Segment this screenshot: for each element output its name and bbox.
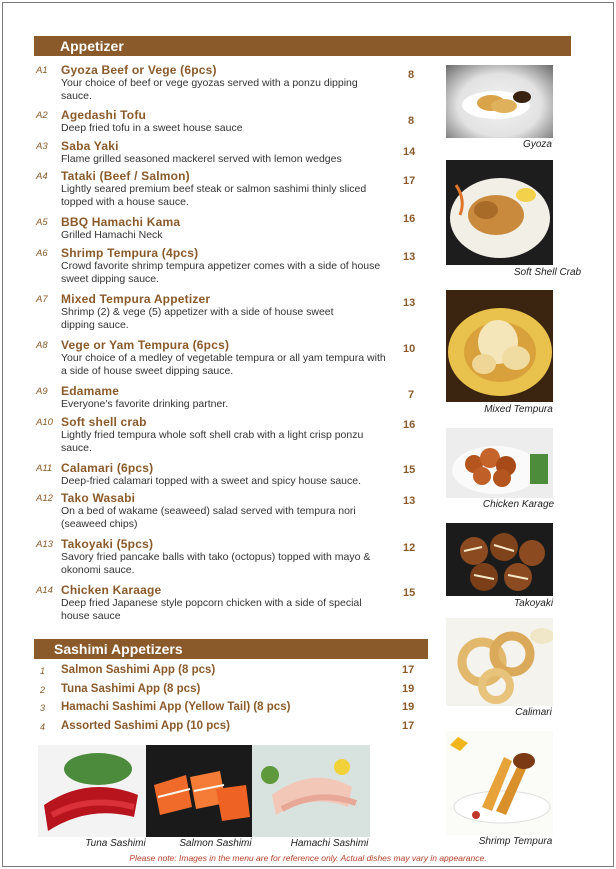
salmon-sashimi-caption: Salmon Sashimi: [179, 838, 252, 849]
item-name: Salmon Sashimi App (8 pcs): [61, 664, 216, 676]
tuna-sashimi-photo: [38, 745, 146, 837]
item-description: Grilled Hamachi Neck: [61, 229, 163, 241]
item-name: Saba Yaki: [61, 139, 119, 153]
item-price: 14: [403, 146, 416, 158]
item-number: 3: [40, 703, 46, 713]
item-price: 15: [403, 464, 416, 476]
item-name: Edamame: [61, 384, 120, 398]
item-description: Your choice of a medley of vegetable tempura or all yam tempura with a side of house sweet dipping sauce.: [61, 352, 386, 377]
sashimi-row: [40, 720, 420, 736]
salmon-sashimi-photo: [146, 745, 252, 837]
item-name: Assorted Sashimi App (10 pcs): [61, 720, 230, 732]
sashimi-row: [40, 701, 420, 717]
item-name: Chicken Karaage: [61, 583, 162, 597]
item-description: Deep-fried calamari topped with a sweet and spicy house sauce.: [61, 475, 361, 487]
sashimi-header: [34, 639, 428, 659]
chicken-karage-photo: [446, 428, 553, 498]
item-name: Gyoza Beef or Vege (6pcs): [61, 63, 217, 77]
item-description: Savory fried pancake balls with tako (octopus) topped with mayo & okonomi sauce.: [61, 551, 371, 576]
calimari-caption: Calimari: [515, 707, 552, 718]
soft-shell-crab-photo: [446, 160, 553, 265]
item-description: Crowd favorite shrimp tempura appetizer comes with a side of house sweet dipping sauce.: [61, 260, 381, 285]
item-number: A9: [36, 386, 48, 397]
item-number: A2: [36, 110, 48, 121]
item-number: 1: [40, 666, 46, 676]
item-price: 16: [403, 213, 416, 225]
item-description: Deep fried tofu in a sweet house sauce: [61, 122, 243, 134]
item-number: A10: [36, 417, 53, 428]
item-number: A14: [36, 585, 53, 596]
item-number: A5: [36, 217, 48, 228]
item-price: 13: [403, 495, 416, 507]
item-name: Shrimp Tempura (4pcs): [61, 246, 199, 260]
item-description: Everyone's favorite drinking partner.: [61, 398, 229, 410]
soft-shell-crab-caption: Soft Shell Crab: [513, 267, 582, 278]
calimari-photo: [446, 618, 553, 706]
item-description: Shrimp (2) & vege (5) appetizer with a side of house sweet dipping sauce.: [61, 306, 334, 331]
item-number: A7: [36, 294, 48, 305]
item-description: Lightly fried tempura whole soft shell crab with a light crisp ponzu sauce.: [61, 429, 364, 454]
item-price: 12: [403, 542, 416, 554]
item-number: A6: [36, 248, 48, 259]
item-name: Soft shell crab: [61, 415, 147, 429]
sashimi-row: [40, 683, 420, 699]
item-number: A13: [36, 539, 53, 550]
item-name: Tataki (Beef / Salmon): [61, 169, 190, 183]
item-name: Tako Wasabi: [61, 491, 136, 505]
takoyaki-photo: [446, 523, 553, 596]
item-price: 7: [408, 389, 415, 401]
item-number: 2: [40, 685, 46, 695]
hamachi-sashimi-caption: Hamachi Sashimi: [290, 838, 369, 849]
item-number: A4: [36, 171, 48, 182]
item-name: Takoyaki (5pcs): [61, 537, 154, 551]
item-description: Deep fried Japanese style popcorn chicken with a side of special house sauce: [61, 597, 362, 622]
item-price: 15: [403, 587, 416, 599]
mixed-tempura-caption: Mixed Tempura: [484, 404, 553, 415]
chicken-karage-caption: Chicken Karage: [482, 499, 555, 510]
sashimi-row: [40, 664, 420, 680]
item-price: 16: [403, 419, 416, 431]
shrimp-tempura-photo: [446, 731, 553, 835]
item-name: BBQ Hamachi Kama: [61, 215, 181, 229]
item-price: 17: [403, 175, 416, 187]
item-name: Tuna Sashimi App (8 pcs): [61, 683, 201, 695]
item-price: 13: [403, 297, 416, 309]
item-name: Vege or Yam Tempura (6pcs): [61, 338, 230, 352]
appetizer-header: [34, 36, 571, 56]
item-number: 4: [40, 722, 46, 732]
item-description: Lightly seared premium beef steak or salmon sashimi thinly sliced topped with a house sauce.: [61, 183, 367, 208]
item-price: 10: [403, 343, 416, 355]
item-number: A12: [36, 493, 53, 504]
item-price: 17: [402, 720, 415, 732]
item-price: 8: [408, 69, 415, 81]
item-name: Calamari (6pcs): [61, 461, 154, 475]
item-price: 19: [402, 683, 415, 695]
item-number: A3: [36, 141, 48, 152]
item-name: Mixed Tempura Appetizer: [61, 292, 211, 306]
item-price: 8: [408, 115, 415, 127]
hamachi-sashimi-photo: [252, 745, 370, 837]
sashimi-title: Sashimi Appetizers: [54, 641, 183, 657]
mixed-tempura-photo: [446, 290, 553, 402]
item-price: 19: [402, 701, 415, 713]
item-name: Hamachi Sashimi App (Yellow Tail) (8 pcs): [61, 701, 291, 713]
item-description: Your choice of beef or vege gyozas served with a ponzu dipping sauce.: [61, 77, 358, 102]
tuna-sashimi-caption: Tuna Sashimi: [85, 838, 146, 849]
gyoza-caption: Gyoza: [523, 139, 552, 150]
item-number: A11: [36, 463, 53, 474]
item-name: Agedashi Tofu: [61, 108, 147, 122]
item-description: Flame grilled seasoned mackerel served with lemon wedges: [61, 153, 342, 165]
item-number: A1: [36, 65, 48, 76]
item-description: On a bed of wakame (seaweed) salad served with tempura nori (seaweed chips): [61, 505, 356, 530]
disclaimer-note: Please note: Images in the menu are for reference only. Actual dishes may vary in appearance.: [129, 853, 487, 863]
takoyaki-caption: Takoyaki: [513, 598, 554, 609]
gyoza-photo: [446, 65, 553, 138]
item-price: 17: [402, 664, 415, 676]
item-price: 13: [403, 251, 416, 263]
item-number: A8: [36, 340, 48, 351]
appetizer-title: Appetizer: [60, 38, 124, 54]
shrimp-tempura-caption: Shrimp Tempura: [478, 836, 553, 847]
